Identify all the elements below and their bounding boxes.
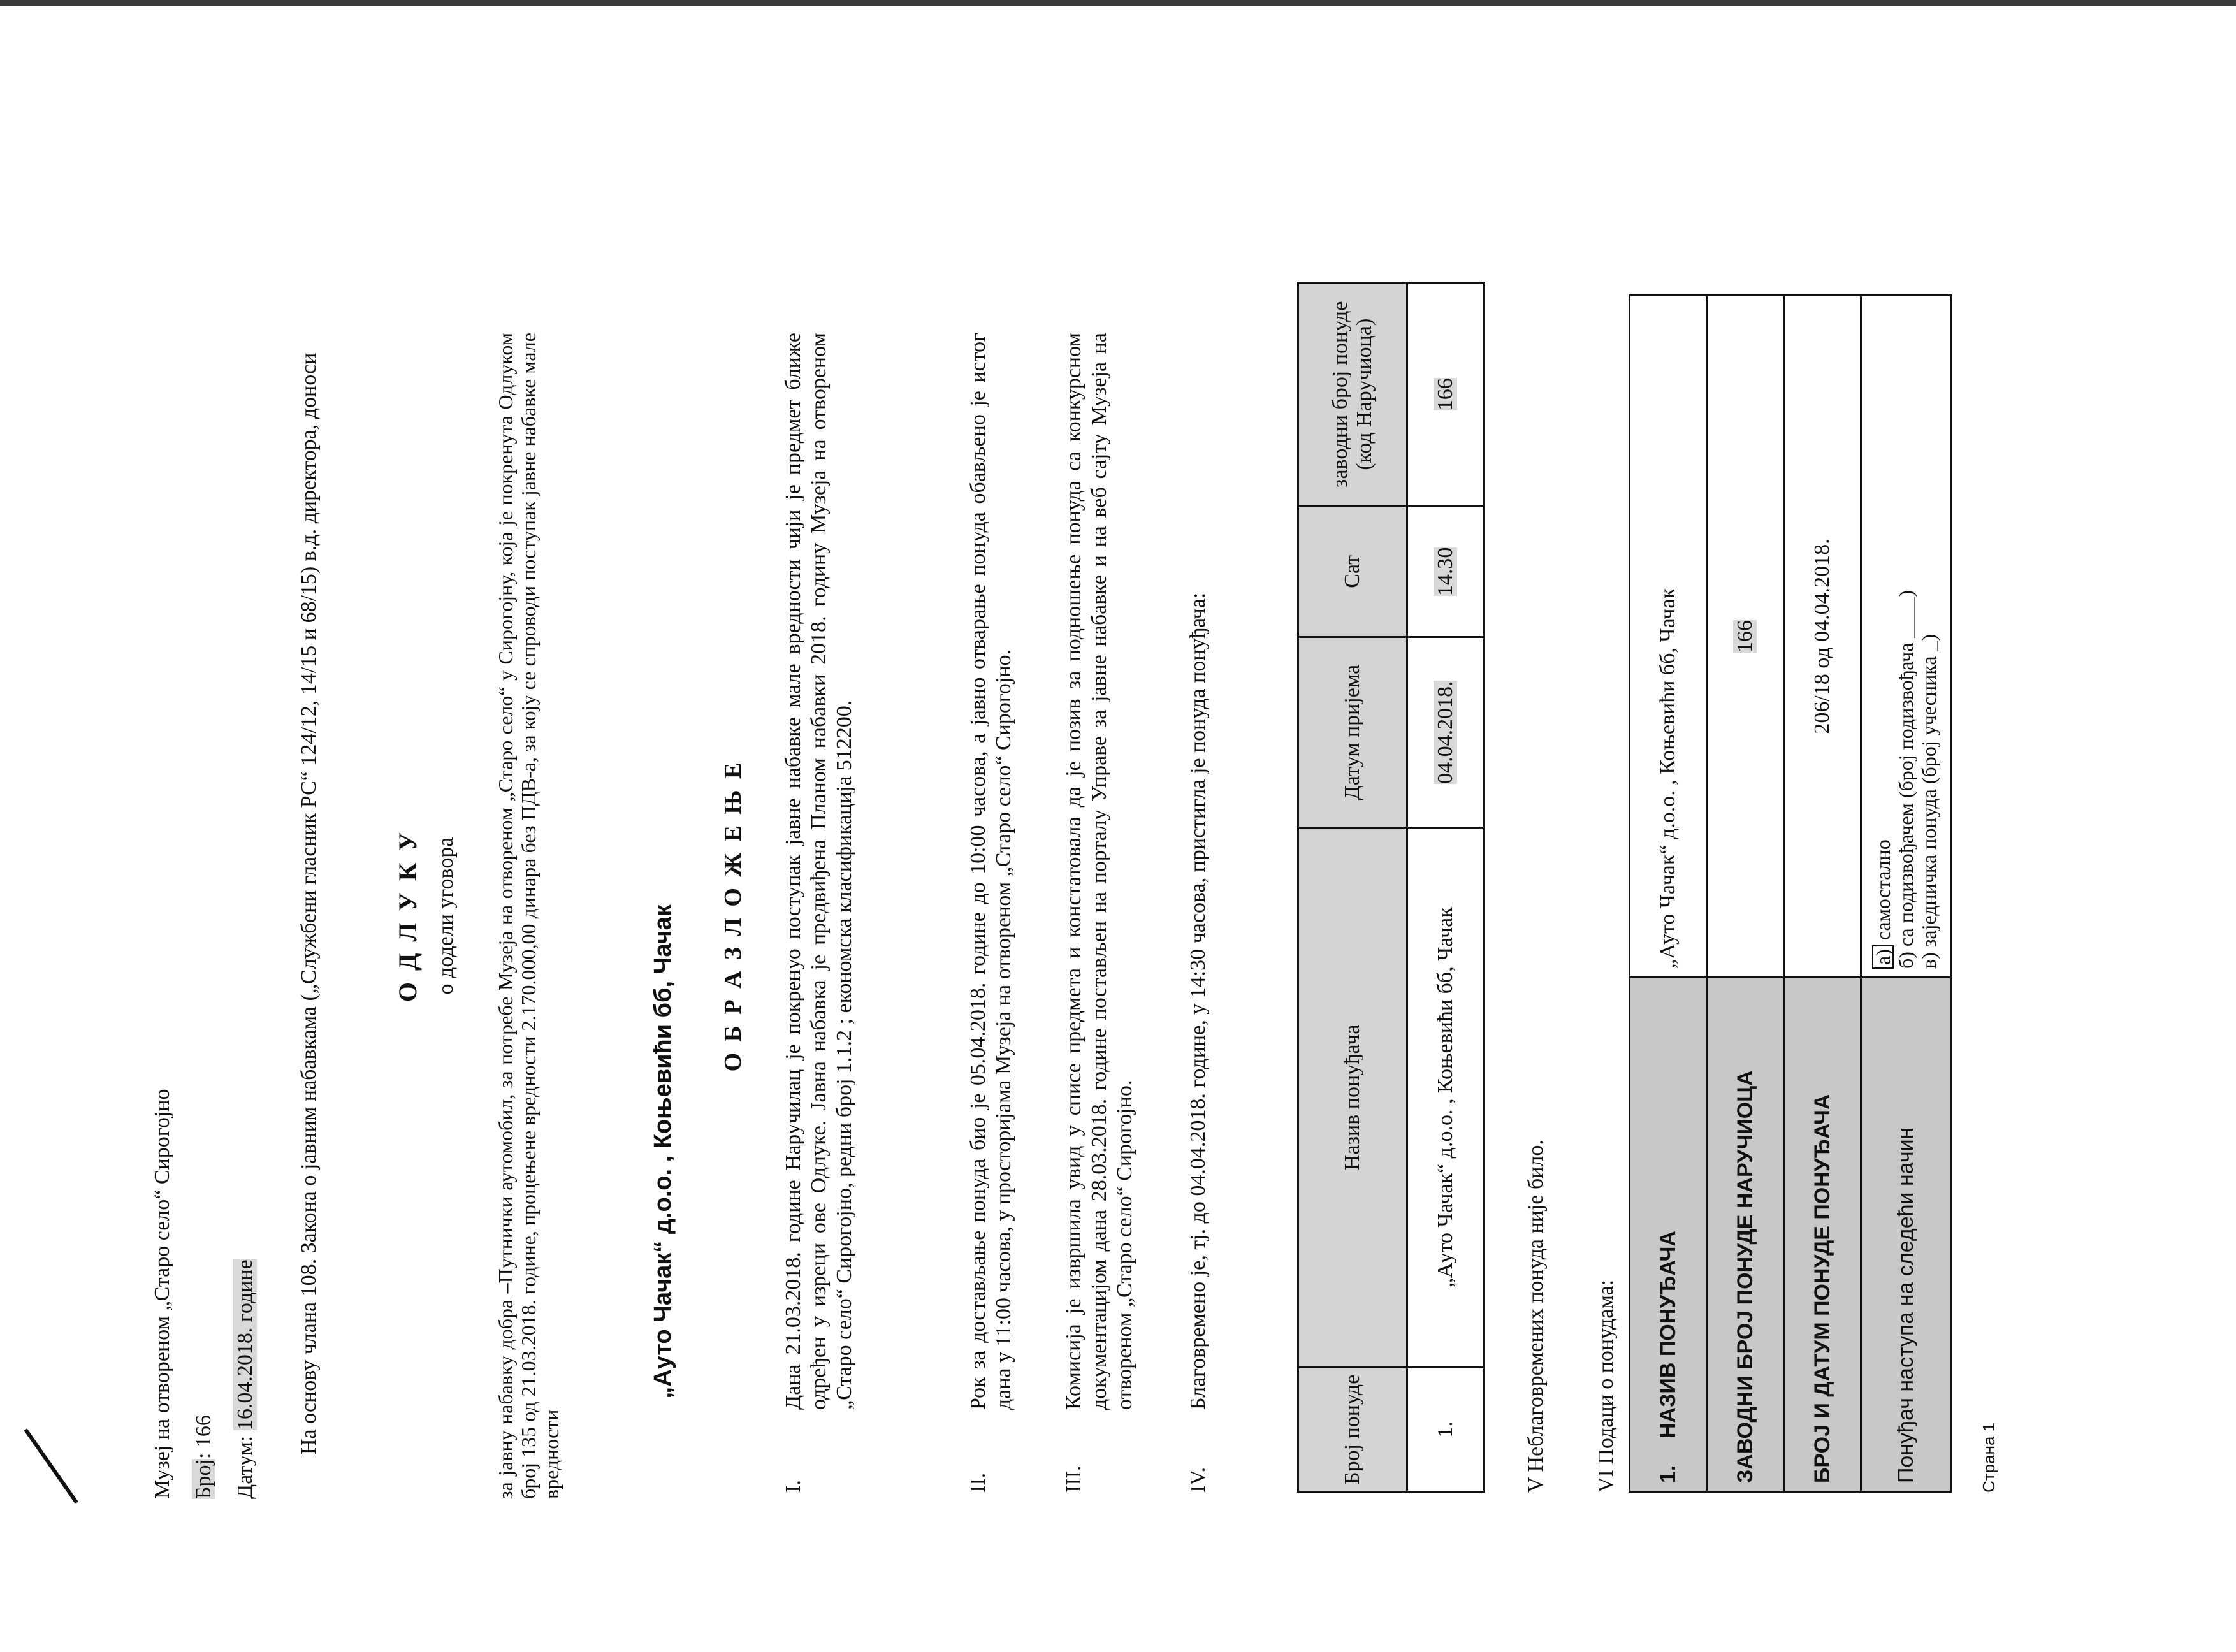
offer-number-date-value: 206/18 од 04.04.2018. <box>1784 296 1861 978</box>
number-value: : 166 <box>192 1415 215 1460</box>
col-registry-number: заводни број понуде (код Наручиоца) <box>1298 283 1407 506</box>
cell-received-date: 04.04.2018. <box>1434 681 1457 784</box>
offers-table <box>1297 282 1485 1493</box>
offers-table-header-row <box>1298 283 1407 1492</box>
mode-a-checkbox: а) <box>1872 945 1894 969</box>
section-iv-text: Благовремено је, тј. до 04.04.2018. године, у 14:30 часова, пристигла је понуда понуђача: <box>1186 592 1210 1410</box>
decision-subtitle: о додели уговора <box>434 837 458 995</box>
cell-offer-number: 1. <box>1407 1367 1485 1491</box>
offer-number-date-row <box>1784 296 1861 1492</box>
document-date <box>233 1259 258 1499</box>
legal-basis: На основу члана 108. Закона о јавним набавкама („Службени гласник РС“ 124/12, 14/15 и 68/15) в.д. директора, доноси <box>297 352 321 1454</box>
section-iv-number: IV. <box>1186 1467 1210 1493</box>
section-v: V Неблаговремених понуда није било. <box>1524 1140 1548 1493</box>
section-i-number: I. <box>781 1480 805 1493</box>
bidder-name-row <box>1630 296 1707 1492</box>
mode-option-c: в) заједничка понуда (број учесника _) <box>1917 634 1940 969</box>
registry-number-value: 166 <box>1733 620 1757 653</box>
section-i-text: Дана 21.03.2018. године Наручилац је покренуо поступак јавне набавке мале вредности чији је предмет ближе одређен у изреци ове Одлуке. Јавна набавка је предвиђена Планом набавки 2018. годину Музеја на отвореном „Старо село“ Сирогојно, редни број 1.1.2 ; економска класификација 512200. <box>781 333 856 1410</box>
participation-mode-label: Понуђач наступа на следећи начин <box>1861 978 1951 1492</box>
table-row <box>1407 283 1485 1492</box>
section-ii-text: Рок за достављање понуда био је 05.04.2018. године до 10:00 часова, а јавно отварање понуда обављено је истог дана у 11:00 часова, у просторијама Музеја на отвореном „Старо село“ Сирогојно. <box>966 333 1015 1410</box>
section-ii-number: II. <box>966 1472 990 1493</box>
mode-a-label: самостално <box>1871 839 1894 946</box>
bidder-name-label: НАЗИВ ПОНУЂАЧА <box>1656 1231 1680 1438</box>
section-vi: VI Подаци о понудама: <box>1594 1279 1618 1493</box>
number-label: Број <box>192 1459 215 1499</box>
participation-mode-row <box>1861 296 1951 1492</box>
bidder-name-value: „Ауто Чачак“ д.о.о. , Коњевићи бб, Чачак <box>1630 296 1707 978</box>
selected-bidder: „Ауто Чачак“ д.о.о. , Коњевићи бб, Чачак <box>650 904 676 1399</box>
mode-option-b: б) са подизвођачем (број подизвођача ____) <box>1894 590 1917 969</box>
reasoning-title: О Б Р А З Л О Ж Е Њ Е <box>720 760 746 1072</box>
col-offer-number: Број понуде <box>1298 1367 1407 1491</box>
registry-number-label: ЗАВОДНИ БРОЈ ПОНУДЕ НАРУЧИОЦА <box>1707 978 1784 1492</box>
cell-bidder-name: „Ауто Чачак“ д.о.о. , Коњевићи бб, Чачак <box>1407 827 1485 1367</box>
date-label: Датум: <box>233 1430 257 1499</box>
bidder-details-table <box>1629 294 1952 1493</box>
bidder-number: 1. <box>1656 1465 1680 1483</box>
decision-title: О Д Л У К У <box>393 829 422 1003</box>
col-bidder-name: Назив понуђача <box>1298 827 1407 1367</box>
date-value: 16.04.2018. године <box>233 1259 257 1431</box>
col-received-date: Датум пријема <box>1298 637 1407 828</box>
mode-option-a <box>1871 304 1894 969</box>
cell-time: 14.30 <box>1434 547 1457 597</box>
page-number: Страна 1 <box>1979 1422 1998 1493</box>
cell-registry-number: 166 <box>1434 378 1457 411</box>
section-iii-number: III. <box>1062 1465 1085 1493</box>
registry-number-row <box>1707 296 1784 1492</box>
document-number <box>191 1415 217 1499</box>
decision-text: за јавну набавку добра –Путнички аутомобил, за потребе Музеја на отвореном „Старо село“ у Сирогојну, која је покренута Одлуком број 135 од 21.03.2018. године, процењене вредности 2.170.000,00 динара без ПДВ-а, за коју се спроводи поступак јавне набавке мале вредности <box>494 333 563 1499</box>
offer-number-date-label: БРОЈ И ДАТУМ ПОНУДЕ ПОНУЂАЧА <box>1784 978 1861 1492</box>
col-time: Сат <box>1298 506 1407 637</box>
institution-name: Музеј на отвореном „Старо село“ Сирогојно <box>150 1089 174 1499</box>
section-iii-text: Комисија је извршила увид у списе предмета и констатовала да је позив за подношење понуда са конкурсном документацијом дана 28.03.2018. године постављен на порталу Управе за јавне набавке и на веб сајту Музеја на отвореном „Старо село“ Сирогојно. <box>1062 333 1136 1410</box>
